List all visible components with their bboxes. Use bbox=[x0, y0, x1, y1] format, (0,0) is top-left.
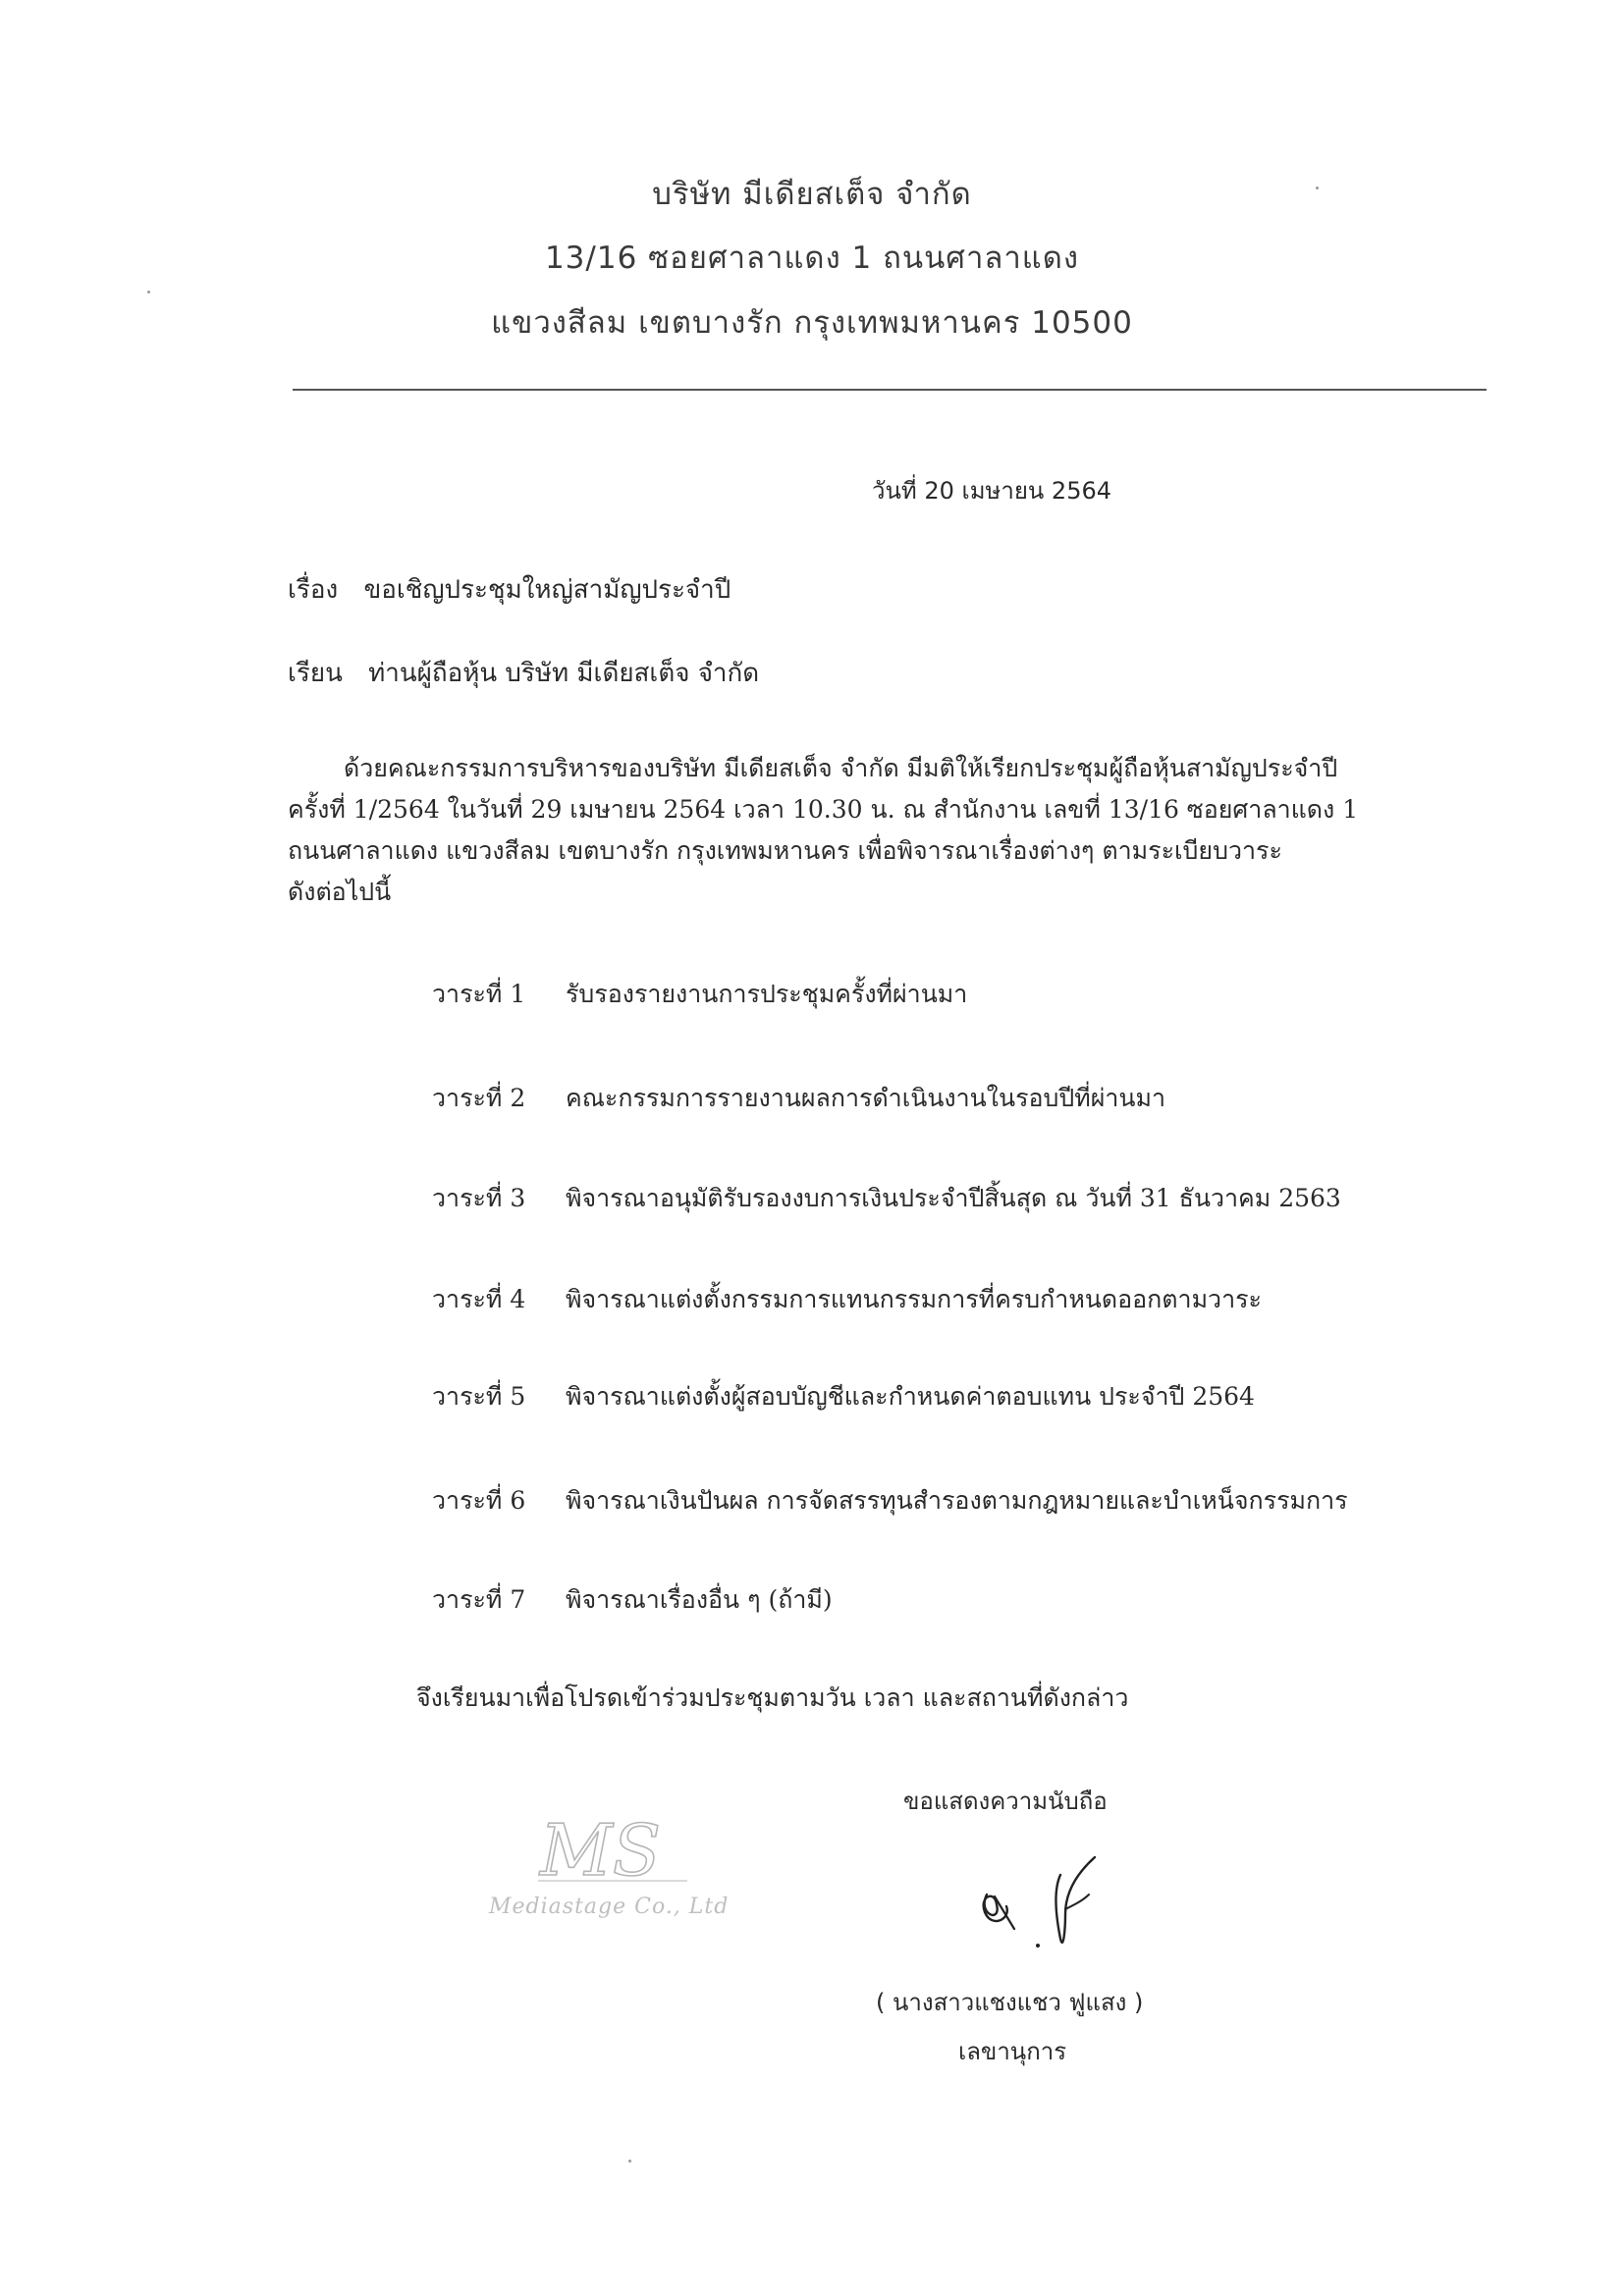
agenda-text: พิจารณาอนุมัติรับรองงบการเงินประจำปีสิ้นสุด ณ วันที่ 31 ธันวาคม 2563 bbox=[566, 1184, 1341, 1212]
recipient-text: ท่านผู้ถือหุ้น บริษัท มีเดียสเต็จ จำกัด bbox=[368, 659, 760, 688]
subject-label: เรื่อง bbox=[288, 575, 339, 605]
subject-text: ขอเชิญประชุมใหญ่สามัญประจำปี bbox=[363, 575, 731, 605]
agenda-text: คณะกรรมการรายงานผลการดำเนินงานในรอบปีที่ผ่านมา bbox=[566, 1084, 1166, 1112]
scan-speck bbox=[147, 291, 150, 294]
agenda-text: รับรองรายงานการประชุมครั้งที่ผ่านมา bbox=[566, 980, 968, 1008]
agenda-number: วาระที่ 1 bbox=[432, 980, 526, 1008]
signer-title: เลขานุการ bbox=[958, 2038, 1067, 2065]
seal-text: Mediastage Co., Ltd bbox=[489, 1895, 730, 1919]
agenda-text: พิจารณาแต่งตั้งกรรมการแทนกรรมการที่ครบกำหนดออกตามวาระ bbox=[566, 1285, 1262, 1313]
company-seal bbox=[471, 1806, 746, 1934]
company-name: บริษัท มีเดียสเต็จ จำกัด bbox=[652, 177, 972, 212]
recipient-label: เรียน bbox=[288, 659, 343, 688]
company-address-line-2: แขวงสีลม เขตบางรัก กรุงเทพมหานคร 10500 bbox=[491, 305, 1133, 341]
agenda-item bbox=[432, 1179, 1341, 1218]
svg-text:MS: MS bbox=[540, 1809, 662, 1892]
agenda-number: วาระที่ 2 bbox=[432, 1084, 526, 1112]
body-line: ครั้งที่ 1/2564 ในวันที่ 29 เมษายน 2564 เวลา 10.30 น. ณ สำนักงาน เลขที่ 13/16 ซอยศาลาแดง 1 bbox=[288, 795, 1359, 824]
agenda-text: พิจารณาแต่งตั้งผู้สอบบัญชีและกำหนดค่าตอบแทน ประจำปี 2564 bbox=[566, 1382, 1255, 1411]
seal-logo-icon bbox=[530, 1806, 697, 1895]
agenda-text: พิจารณาเรื่องอื่น ๆ (ถ้ามี) bbox=[566, 1585, 833, 1614]
body-line: ดังต่อไปนี้ bbox=[288, 878, 392, 906]
agenda-item bbox=[432, 1580, 833, 1620]
agenda-text: พิจารณาเงินปันผล การจัดสรรทุนสำรองตามกฎหมายและบำเหน็จกรรมการ bbox=[566, 1486, 1348, 1515]
closing-sentence: จึงเรียนมาเพื่อโปรดเข้าร่วมประชุมตามวัน เวลา และสถานที่ดังกล่าว bbox=[416, 1683, 1129, 1712]
body-paragraph bbox=[288, 748, 1407, 913]
agenda-number: วาระที่ 7 bbox=[432, 1585, 526, 1614]
agenda-item bbox=[432, 1280, 1262, 1319]
regards: ขอแสดงความนับถือ bbox=[903, 1788, 1108, 1815]
agenda-number: วาระที่ 4 bbox=[432, 1285, 526, 1313]
agenda-item bbox=[432, 975, 967, 1014]
signer-name: ( นางสาวแชงแชว ฟูแสง ) bbox=[876, 1989, 1144, 2016]
agenda-item bbox=[432, 1481, 1348, 1521]
agenda-item bbox=[432, 1377, 1255, 1416]
agenda-number: วาระที่ 6 bbox=[432, 1486, 526, 1515]
body-line: ด้วยคณะกรรมการบริหารของบริษัท มีเดียสเต็จ จำกัด มีมติให้เรียกประชุมผู้ถือหุ้นสามัญประจำปี bbox=[344, 754, 1338, 782]
scan-speck bbox=[628, 2160, 631, 2163]
company-address-line-1: 13/16 ซอยศาลาแดง 1 ถนนศาลาแดง bbox=[544, 240, 1080, 276]
agenda-item bbox=[432, 1079, 1165, 1118]
subject-row bbox=[288, 569, 731, 610]
agenda-number: วาระที่ 3 bbox=[432, 1184, 526, 1212]
agenda-number: วาระที่ 5 bbox=[432, 1382, 526, 1411]
handwritten-signature bbox=[967, 1836, 1134, 1953]
letter-date: วันที่ 20 เมษายน 2564 bbox=[872, 477, 1111, 505]
recipient-row bbox=[288, 653, 759, 693]
letterhead-divider bbox=[293, 389, 1487, 391]
scan-speck bbox=[1316, 187, 1319, 189]
body-line: ถนนศาลาแดง แขวงสีลม เขตบางรัก กรุงเทพมหานคร เพื่อพิจารณาเรื่องต่างๆ ตามระเบียบวาระ bbox=[288, 836, 1282, 865]
